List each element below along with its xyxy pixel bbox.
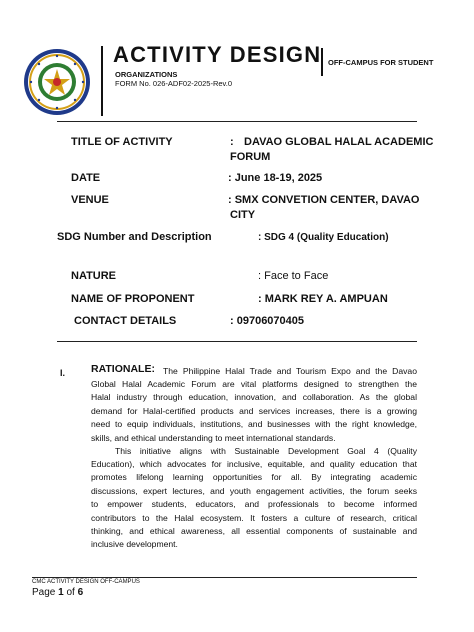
nature-label: NATURE xyxy=(71,270,117,282)
title-of-activity-line2: FORUM xyxy=(230,151,271,163)
p1-line: need to equip individuals, institutions, and businesses with the right knowledge, xyxy=(91,419,417,430)
institution-seal-logo xyxy=(22,47,92,117)
contact-label: CONTACT DETAILS xyxy=(74,315,177,327)
title-colon: : xyxy=(230,136,234,148)
rationale-paragraph-1 xyxy=(91,378,417,445)
rationale-p2-line: This initiative aligns with Sustainable Development Goal 4 (Quality xyxy=(115,446,417,456)
date-label: DATE xyxy=(71,172,101,184)
venue-value-line2: CITY xyxy=(230,209,256,221)
document-title-suffix: OFF-CAMPUS FOR STUDENT xyxy=(328,58,434,67)
page-total: 6 xyxy=(77,587,84,598)
section-number: I. xyxy=(60,368,66,378)
p2-line: thinking, and ethical awareness, all essential components of sustainable and xyxy=(91,526,417,537)
form-number: FORM No. 026-ADF02-2025-Rev.0 xyxy=(115,79,232,88)
p2-line: contributors to the Halal ecosystem. It fosters a culture of research, critical xyxy=(91,512,417,523)
sdg-value: : SDG 4 (Quality Education) xyxy=(258,232,389,243)
proponent-label: NAME OF PROPONENT xyxy=(71,293,195,305)
page-mid: of xyxy=(63,587,78,598)
title-of-activity-line1: DAVAO GLOBAL HALAL ACADEMIC xyxy=(244,136,434,148)
footer-rule xyxy=(32,577,417,578)
sdg-label: SDG Number and Description xyxy=(57,231,212,243)
nature-value: : Face to Face xyxy=(258,270,329,282)
p2-line: Education), which advocates for inclusive, equitable, and quality education that xyxy=(91,459,417,469)
p2-line: inclusive development. xyxy=(91,539,178,550)
p1-line: skills, and ethical understanding to meet international standards. xyxy=(91,432,336,443)
p1-line: demand for Halal-certified products and services increases, there is a growing xyxy=(91,405,417,416)
p1-line: Halal industry through education, innovation, and collaboration. As the global xyxy=(91,392,417,403)
date-value: : June 18-19, 2025 xyxy=(228,172,323,184)
footer-document-name: CMC ACTIVITY DESIGN OFF-CAMPUS xyxy=(32,579,140,585)
venue-label: VENUE xyxy=(71,194,109,206)
bottom-rule xyxy=(57,341,417,342)
rationale-paragraph-2 xyxy=(91,458,417,552)
page-indicator xyxy=(32,587,83,598)
venue-value-line1: : SMX CONVETION CENTER, DAVAO xyxy=(228,194,420,206)
p2-line: to empower students, educators, and professionals to become informed xyxy=(91,499,417,510)
title-divider xyxy=(321,48,323,76)
contact-value: : 09706070405 xyxy=(230,315,305,327)
p1-line: Global Halal Academic Forum are vital platforms designed to strengthen the xyxy=(91,379,417,389)
page-prefix: Page xyxy=(32,587,59,598)
p2-line: promotes lifelong learning opportunities for all. By integrating academic xyxy=(91,472,417,483)
rationale-p1-line: The Philippine Halal Trade and Tourism Expo and the Davao xyxy=(163,366,417,376)
top-rule xyxy=(57,121,417,122)
rationale-heading: RATIONALE: xyxy=(91,363,155,375)
proponent-value: : MARK REY A. AMPUAN xyxy=(258,293,388,305)
page-number: 1 xyxy=(58,587,64,598)
p2-line: discussions, expert lectures, and youth engagement activities, the forum seeks xyxy=(91,485,417,496)
header-divider xyxy=(101,46,103,116)
title-of-activity-label: TITLE OF ACTIVITY xyxy=(71,136,173,148)
document-title: ACTIVITY DESIGN xyxy=(113,42,322,67)
document-subtitle: ORGANIZATIONS xyxy=(115,70,178,79)
